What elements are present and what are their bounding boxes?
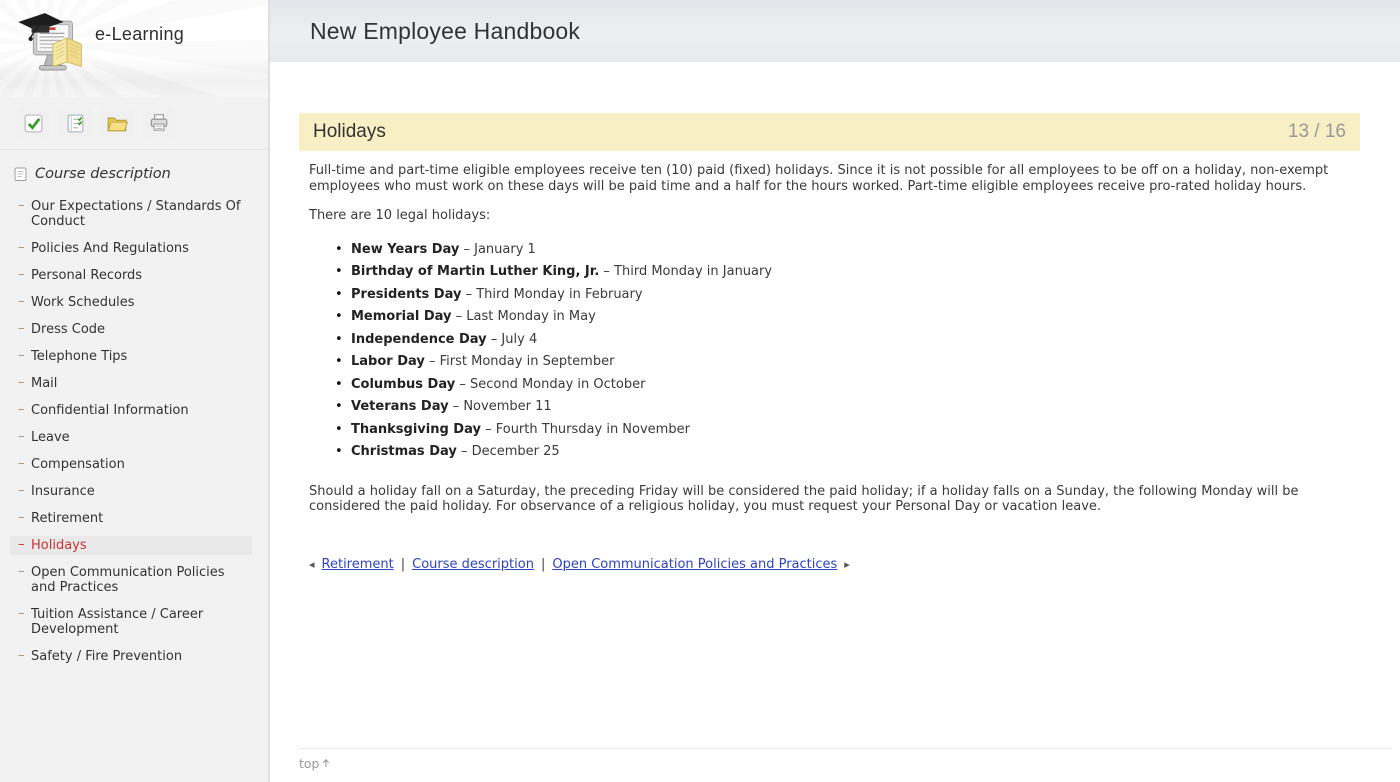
sidebar-topic-item[interactable]: – Dress Code xyxy=(10,320,252,339)
list-intro: There are 10 legal holidays: xyxy=(309,208,491,223)
outro-paragraph: Should a holiday fall on a Saturday, the preceding Friday will be considered the paid holiday; if a holiday falls on a Sunday, the following Monday will be considered the paid holiday. For observance of a religious holiday, you must request your Personal Day or vacation leave. xyxy=(309,483,1299,514)
holiday-name: Memorial Day xyxy=(351,309,452,324)
intro-paragraph: Full-time and part-time eligible employees receive ten (10) paid (fixed) holidays. Since it is not possible for all employees to be off on a holiday, non-exempt employees who must work on these days will be paid time and a half for the hours worked. Part-time eligible employees receive pro-rated holiday hours. xyxy=(309,163,1329,194)
holiday-name: Presidents Day xyxy=(351,286,462,302)
page-indicator: 13 / 16 xyxy=(1287,121,1346,142)
course-navigation xyxy=(0,150,268,666)
holiday-detail: – Fourth Thursday in November xyxy=(485,421,690,437)
pager-navigation xyxy=(309,557,1348,572)
main-panel xyxy=(270,0,1400,782)
sidebar-topic-item[interactable]: – Leave xyxy=(10,428,252,447)
prev-arrow-icon: ◂ xyxy=(309,557,315,571)
next-page-link[interactable]: Open Communication Policies and Practices xyxy=(552,556,838,572)
holiday-detail: – Last Monday in May xyxy=(455,309,596,324)
holiday-detail: – January 1 xyxy=(463,241,536,257)
section-banner xyxy=(299,113,1360,151)
holiday-detail: – November 11 xyxy=(452,399,552,414)
elearning-logo-icon xyxy=(12,6,92,86)
folder-icon[interactable] xyxy=(100,107,134,139)
holiday-item xyxy=(335,288,1348,303)
quiz-icon[interactable] xyxy=(58,107,92,139)
course-description-page-link[interactable]: Course description xyxy=(412,556,534,572)
holiday-detail: – Third Monday in January xyxy=(603,264,773,279)
sidebar-topic-item[interactable]: – Mail xyxy=(10,374,252,393)
sidebar-topic-item[interactable]: – Telephone Tips xyxy=(10,347,252,366)
sidebar-topic-item[interactable]: – Personal Records xyxy=(10,266,252,285)
holiday-name: New Years Day xyxy=(351,241,460,257)
app-brand: e-Learning xyxy=(95,24,185,44)
sidebar-topic-item[interactable]: – Open Communication Policies and Practices xyxy=(10,563,252,597)
sidebar-topic-item[interactable]: – Compensation xyxy=(10,455,252,474)
back-to-top-link[interactable] xyxy=(299,756,330,771)
section-title: Holidays xyxy=(313,121,386,142)
holiday-list xyxy=(335,243,1348,460)
holiday-name: Christmas Day xyxy=(351,444,457,459)
holiday-name: Thanksgiving Day xyxy=(351,421,481,437)
course-description-link[interactable] xyxy=(14,166,252,182)
page-title: New Employee Handbook xyxy=(310,17,581,44)
holiday-item xyxy=(335,423,1348,438)
up-arrow-icon xyxy=(322,758,330,768)
holiday-name: Columbus Day xyxy=(351,376,456,392)
holiday-item xyxy=(335,310,1348,325)
sidebar-topic-item[interactable]: – Our Expectations / Standards Of Conduct xyxy=(10,197,252,231)
holiday-item xyxy=(335,378,1348,393)
holiday-name: Veterans Day xyxy=(351,399,449,414)
sidebar-toolbar xyxy=(0,97,268,150)
holiday-name: Birthday of Martin Luther King, Jr. xyxy=(351,264,600,279)
sidebar-topic-item[interactable]: – Holidays xyxy=(10,536,252,555)
next-arrow-icon: ▸ xyxy=(844,557,850,571)
page-icon xyxy=(14,167,28,182)
holiday-item xyxy=(335,355,1348,370)
holiday-detail: – December 25 xyxy=(460,444,560,459)
holiday-detail: – Third Monday in February xyxy=(465,286,643,302)
prev-page-link[interactable]: Retirement xyxy=(321,556,394,572)
holiday-detail: – July 4 xyxy=(490,331,538,347)
sidebar-topic-item[interactable]: – Confidential Information xyxy=(10,401,252,420)
section-content xyxy=(309,151,1348,572)
holiday-item xyxy=(335,333,1348,348)
sidebar-topic-item[interactable]: – Insurance xyxy=(10,482,252,501)
topic-list xyxy=(10,197,252,666)
holiday-detail: – Second Monday in October xyxy=(459,376,646,392)
logo-area xyxy=(0,0,268,97)
sidebar-topic-item[interactable]: – Safety / Fire Prevention xyxy=(10,647,252,666)
separator: | xyxy=(540,556,546,572)
holiday-name: Labor Day xyxy=(351,354,425,369)
check-icon[interactable] xyxy=(16,107,50,139)
holiday-name: Independence Day xyxy=(351,331,487,347)
sidebar-topic-item[interactable]: – Tuition Assistance / Career Development xyxy=(10,605,252,639)
course-description-label: Course description xyxy=(35,166,171,182)
holiday-item xyxy=(335,445,1348,460)
top-label: top xyxy=(299,756,320,771)
sidebar-topic-item[interactable]: – Policies And Regulations xyxy=(10,239,252,258)
sidebar-topic-item[interactable]: – Work Schedules xyxy=(10,293,252,312)
holiday-item xyxy=(335,265,1348,280)
separator: | xyxy=(400,556,406,572)
footer-divider xyxy=(299,748,1392,749)
sidebar xyxy=(0,0,270,782)
holiday-item xyxy=(335,243,1348,258)
holiday-detail: – First Monday in September xyxy=(429,354,615,369)
holiday-item xyxy=(335,400,1348,415)
printer-icon[interactable] xyxy=(142,107,176,139)
sidebar-topic-item[interactable]: – Retirement xyxy=(10,509,252,528)
page-footer xyxy=(299,748,1392,772)
page-header xyxy=(270,0,1400,62)
